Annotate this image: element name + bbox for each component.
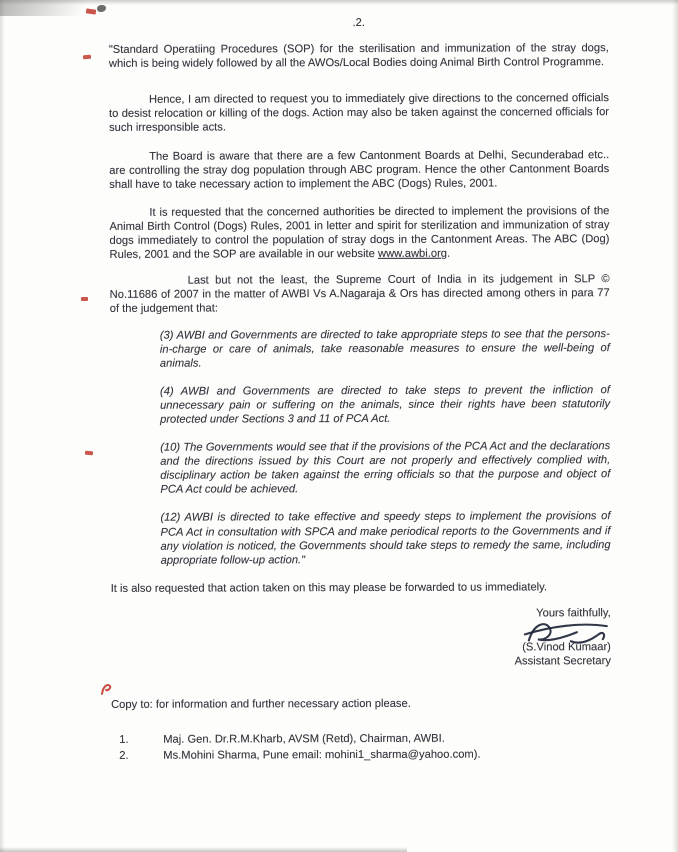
action-request-line: It is also requested that action taken on this may please be forwarded to us immediately.: [110, 581, 548, 595]
salutation: Yours faithfully,: [536, 607, 611, 620]
judgement-quote-12: (12) AWBI is directed to take effective and speedy steps to implement the provisions of PCA Act in consultation with SPCA and make periodical reports to the Governments and if any violation is noticed, the Governments should take steps to remedy the same, including appropriate follow-up action.": [160, 510, 611, 567]
copy-to-heading: Copy to: for information and further necessary action please.: [111, 698, 411, 712]
copy-item-text: Ms.Mohini Sharma, Pune email: mohini1_sharma@yahoo.com).: [163, 748, 481, 763]
scan-edge-right: [672, 0, 678, 852]
scan-edge-bottom: [0, 847, 407, 852]
judgement-quote-3: (3) AWBI and Governments are directed to take appropriate steps to see that the persons-in-charge or care of animals, take reasonable measures to ensure the well-being of animals.: [159, 327, 610, 370]
scan-edge-left: [0, 0, 5, 852]
letter-body: [109, 15, 612, 765]
paragraph-abc-rules: [109, 204, 609, 262]
red-pen-mark: [81, 297, 88, 301]
paragraph-supreme-court: Last but not the least, the Supreme Court of India in its judgement in SLP © No.11686 of 2007 in the matter of AWBI Vs A.Nagaraja & Ors has directed among others in para 77 of the judgement that:: [109, 273, 610, 316]
paragraph-abc-rules-period: .: [446, 247, 451, 260]
copy-item: [111, 748, 611, 764]
copy-item: [111, 731, 611, 747]
sender-title: Assistant Secretary: [514, 655, 611, 668]
copy-item-number: 1.: [119, 734, 129, 747]
red-pen-mark: [83, 55, 91, 60]
paragraph-directions: Hence, I am directed to request you to immediately give directions to the concerned officials to desist relocation or killing of the dogs. Action may also be taken against the concerned officials for such irresponsible acts.: [109, 92, 610, 135]
judgement-quote-10: (10) The Governments would see that if the provisions of the PCA Act and the declarations and the directions issued by this Court are not properly and effectively complied with, disciplinary action be taken against the erring officials so that the purpose and object of PCA Act could be achieved.: [160, 440, 611, 497]
copy-item-number: 2.: [119, 750, 129, 763]
paragraph-abc-rules-text: It is requested that the concerned authorities be directed to implement the provisions of the Animal Birth Control (Dogs) Rules, 2001 in letter and spirit for sterilization and immunization of stray dogs immediately to control the population of stray dogs in the Cantonment Areas. The ABC (Dog) Rules, 2001 and the SOP are available in our website: [109, 204, 610, 261]
paragraph-sop: "Standard Operatiing Procedures (SOP) for the sterilisation and immunization of the stray dogs, which is being widely followed by all the AWOs/Local Bodies doing Animal Birth Control Programme.: [108, 42, 609, 71]
website-link: www.awbi.org: [377, 247, 448, 261]
paragraph-cantonment-boards: The Board is aware that there are a few Cantonment Boards at Delhi, Secunderabad etc.. are controlling the stray dog population through ABC program. Hence the other Cantonment Boards shall have to take necessary action to implement the ABC (Dogs) Rules, 2001.: [109, 148, 610, 191]
judgement-quote-4: (4) AWBI and Governments are directed to take steps to prevent the infliction of unnecessary pain or suffering on the animals, since their rights have been statutorily protected under Sections 3 and 11 of PCA Act.: [159, 383, 611, 426]
signature-block: [441, 606, 611, 669]
sender-name: (S.Vinod Kumaar): [522, 641, 611, 654]
page-number: .2.: [352, 16, 365, 30]
copy-to-section: [111, 696, 611, 763]
red-pen-mark: [85, 451, 93, 456]
copy-item-text: Maj. Gen. Dr.R.M.Kharb, AVSM (Retd), Chairman, AWBI.: [163, 732, 445, 746]
